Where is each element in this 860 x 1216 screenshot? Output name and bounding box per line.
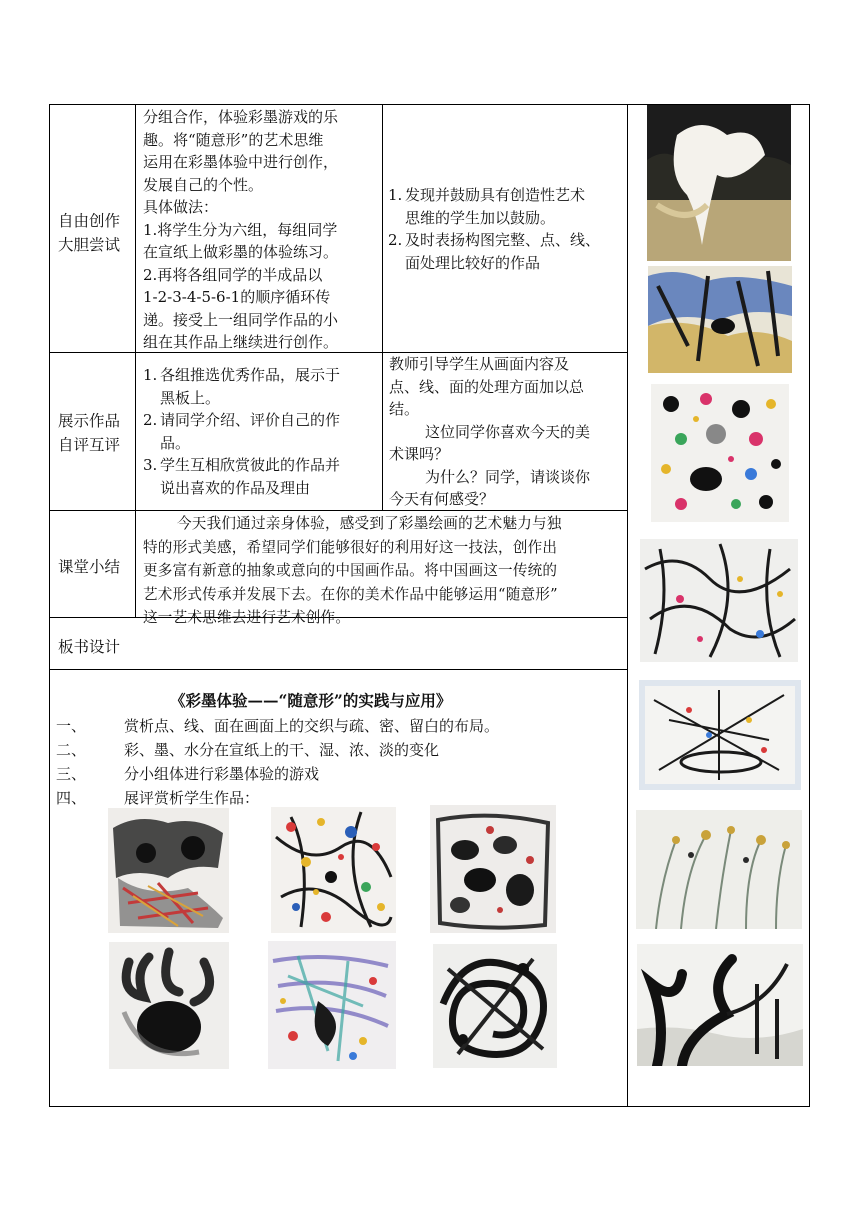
list-item (143, 454, 379, 499)
text-line: 面处理比较好的作品 (405, 253, 541, 272)
text-line: 特的形式美感，希望同学们能够很好的利用好这一技法，创作出 (143, 538, 558, 556)
text-line: 1-2-3-4-5-6-1的顺序循环传 (143, 288, 331, 306)
outline-text: 赏析点、线、面在画面上的交织与疏、密、留白的布局。 (124, 717, 500, 735)
text-line: 品。 (160, 433, 191, 452)
row-label-summary (58, 555, 120, 579)
text-line: 运用在彩墨体验中进行创作， (143, 153, 339, 171)
student-work-3 (430, 805, 556, 933)
outline-item (56, 762, 616, 786)
list-item (388, 184, 626, 229)
list-item (143, 409, 379, 454)
column-rule (382, 104, 383, 510)
student-activity-free-creation (143, 106, 379, 354)
text-line: 发现并鼓励具有创造性艺术 (405, 186, 586, 204)
outline-text: 展评赏析学生作品： (124, 789, 260, 807)
text-line: 请同学介绍、评价自己的作 (160, 411, 341, 429)
text-line: 术课吗？ (389, 445, 450, 463)
outline-index: 四、 (56, 789, 87, 807)
row-label-board-design (58, 635, 120, 659)
numbered-list (388, 184, 626, 274)
student-work-4 (109, 942, 229, 1069)
text-line: 在宣纸上做彩墨的体验练习。 (143, 243, 339, 261)
list-item (143, 364, 379, 409)
text-line: 这一艺术思维去进行艺术创作。 (143, 609, 351, 626)
text-line: 点、线、面的处理方面加以总 (389, 377, 585, 396)
text-line: 黑板上。 (160, 388, 221, 407)
label-line: 大胆尝试 (58, 236, 121, 254)
text-line: 今天我们通过亲身体验，感受到了彩墨绘画的艺术魅力与独 (177, 515, 562, 532)
text-line: 组在其作品上继续进行创作。 (143, 333, 339, 351)
numbered-list (143, 364, 379, 499)
text-line: 具体做法： (143, 198, 219, 216)
list-number: 1. (143, 366, 158, 384)
summary-text (143, 512, 627, 630)
board-title: 《彩墨体验——“随意形”的实践与应用》 (170, 691, 452, 710)
text-line: 分组合作，体验彩墨游戏的乐 (143, 108, 339, 126)
label-line: 课堂小结 (58, 558, 121, 576)
row-label-exhibition (58, 409, 134, 457)
label-line: 展示作品 (58, 412, 121, 430)
text-line: 更多富有新意的抽象或意向的中国画作品。将中国画这一传统的 (143, 562, 558, 579)
outline-index: 一、 (56, 717, 87, 735)
student-work-6 (433, 944, 557, 1068)
row-rule (49, 669, 628, 670)
text-line: 学生互相欣赏彼此的作品并 (160, 456, 341, 474)
board-outline (56, 714, 616, 810)
colorful-dots-painting (651, 384, 789, 522)
label-line: 自评互评 (58, 436, 121, 454)
tree-ink-painting (637, 944, 803, 1066)
text-line: 艺术形式传承并发展下去。在你的美术作品中能够运用“随意形” (143, 585, 558, 603)
text-line: 说出喜欢的作品及理由 (160, 478, 311, 497)
teacher-guidance-exhibition (389, 353, 625, 511)
ink-landscape-painting (647, 105, 791, 261)
text-line: 今天有何感受？ (389, 490, 495, 508)
list-number: 2. (143, 411, 158, 429)
teacher-guidance-free-creation (388, 184, 626, 274)
student-activity-exhibition (143, 364, 379, 499)
outline-item (56, 714, 616, 738)
outline-text: 分小组体进行彩墨体验的游戏 (124, 765, 320, 783)
list-item (388, 229, 626, 274)
text-line: 2.再将各组同学的半成品以 (143, 265, 323, 284)
label-line: 自由创作 (58, 212, 121, 230)
text-line: 及时表扬构图完整、点、线、 (405, 231, 601, 249)
text-line: 思维的学生加以鼓励。 (405, 208, 556, 227)
blue-yellow-ink-painting (648, 266, 792, 373)
list-number: 3. (143, 456, 158, 474)
framed-lines-painting (639, 680, 801, 790)
black-lines-dots-painting (640, 539, 798, 662)
text-line: 发展自己的个性。 (143, 175, 264, 194)
list-number: 2. (388, 231, 403, 249)
text-line: 1.将学生分为六组，每组同学 (143, 220, 338, 239)
text-line: 为什么？同学，请谈谈你 (425, 467, 591, 486)
student-work-1 (108, 808, 229, 933)
outline-index: 二、 (56, 741, 87, 759)
text-line: 教师引导学生从画面内容及 (389, 355, 570, 373)
outline-index: 三、 (56, 765, 87, 783)
reeds-yellow-dots-painting (636, 810, 802, 929)
outline-item (56, 738, 616, 762)
student-work-5 (268, 941, 396, 1069)
label-line: 板书设计 (58, 638, 121, 656)
column-rule (135, 104, 136, 617)
text-line: 趣。将“随意形”的艺术思维 (143, 130, 324, 149)
column-rule (627, 104, 628, 1107)
row-label-free-creation (58, 209, 134, 257)
student-work-2 (271, 807, 396, 933)
text-line: 这位同学你喜欢今天的美 (425, 422, 591, 441)
outline-text: 彩、墨、水分在宣纸上的干、湿、浓、淡的变化 (124, 741, 440, 759)
text-line: 递。接受上一组同学作品的小 (143, 310, 339, 329)
list-number: 1. (388, 186, 403, 204)
text-line: 各组推选优秀作品，展示于 (160, 366, 341, 384)
text-line: 结。 (389, 400, 420, 418)
